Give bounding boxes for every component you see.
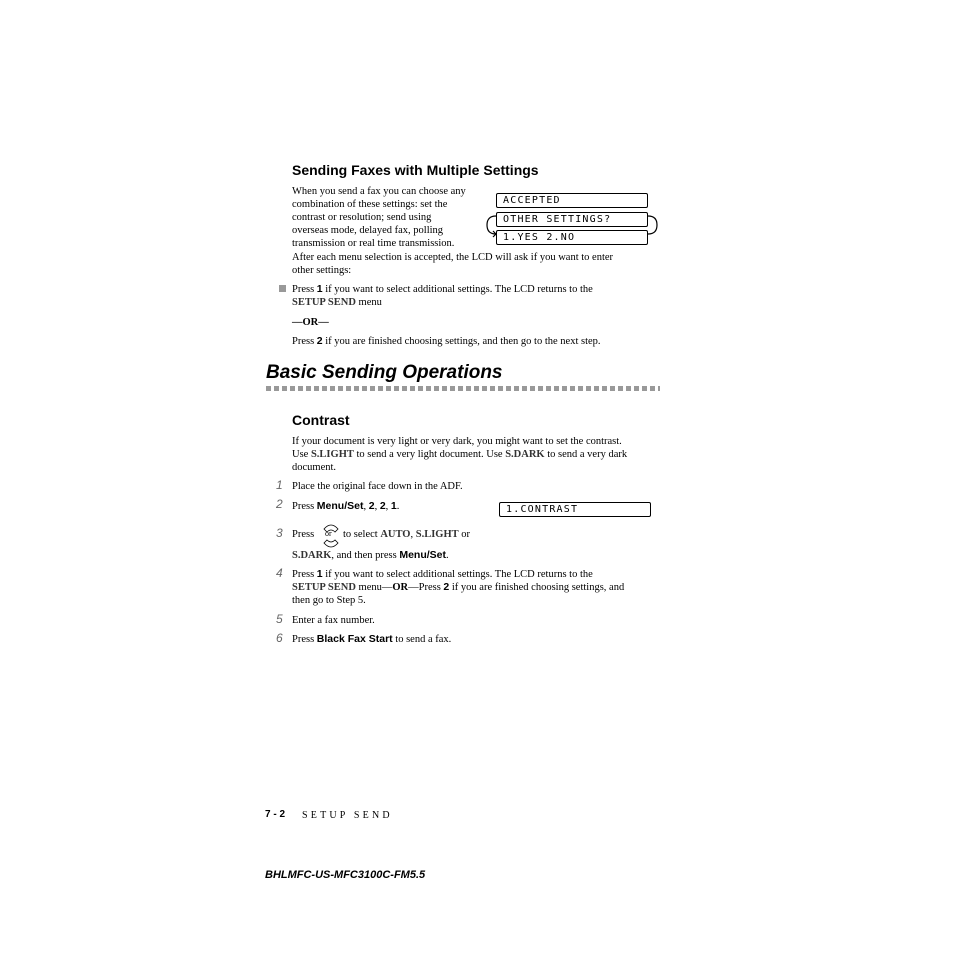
- after-line: After each menu selection is accepted, the LCD will ask if you want to enter: [292, 252, 614, 263]
- or-word: OR: [392, 582, 409, 593]
- intro-line: When you send a fax you can choose any: [292, 186, 466, 197]
- lcd-display-accepted: ACCEPTED: [496, 193, 648, 208]
- step-number: 3: [276, 526, 283, 540]
- menu-name-setup-send: SETUP SEND: [292, 297, 356, 308]
- lcd-display-yes-no: 1.YES 2.NO: [496, 230, 648, 245]
- step-text: .: [396, 501, 400, 512]
- step-number: 2: [276, 497, 283, 511]
- step-2-text: [292, 500, 399, 513]
- step-text: or: [458, 529, 471, 540]
- option-s-dark: S.DARK: [292, 550, 332, 561]
- step-1-text: Place the original face down in the ADF.: [292, 481, 463, 492]
- bullet-text-2: if you are finished choosing settings, and then go to the next step.: [322, 336, 601, 347]
- key-1: 1: [316, 283, 323, 295]
- key-1: 1: [390, 500, 397, 512]
- step-text: ,: [385, 501, 391, 512]
- step-text: if you are finished choosing settings, and: [449, 582, 625, 593]
- key-2: 2: [368, 500, 375, 512]
- step-text: , and then press: [331, 550, 400, 561]
- contrast-text: to send a very light document. Use: [353, 449, 506, 460]
- step-text: Press: [292, 569, 317, 580]
- contrast-paragraph: [292, 435, 627, 474]
- nav-or-label: or: [325, 529, 332, 538]
- step-4-line-3: then go to Step 5.: [292, 595, 366, 606]
- step-text: to send a fax.: [392, 634, 452, 645]
- step-number: 5: [276, 612, 283, 626]
- option-s-light: S.LIGHT: [310, 449, 354, 460]
- text-press: Press: [292, 336, 317, 347]
- step-text: .: [446, 550, 449, 561]
- key-2: 2: [379, 500, 386, 512]
- option-s-light: S.LIGHT: [415, 529, 459, 540]
- key-2: 2: [443, 581, 450, 593]
- step-text: ,: [374, 501, 380, 512]
- intro-paragraph: [292, 185, 466, 250]
- bullet-text: [292, 283, 593, 309]
- text-press: Press: [292, 284, 317, 295]
- step-number: 6: [276, 631, 283, 645]
- step-3-press: Press: [292, 529, 315, 540]
- contrast-text: Use: [292, 449, 311, 460]
- key-2: 2: [316, 335, 323, 347]
- step-5-text: Enter a fax number.: [292, 615, 375, 626]
- contrast-text: to send a very dark: [544, 449, 628, 460]
- step-text: menu—: [355, 582, 393, 593]
- lcd-display-contrast: 1.CONTRAST: [499, 502, 651, 517]
- step-text: ,: [363, 501, 369, 512]
- document-id: BHLMFC-US-MFC3100C-FM5.5: [265, 869, 426, 881]
- or-separator: —OR—: [292, 317, 329, 328]
- step-text: to select: [343, 529, 381, 540]
- chapter-name: SETUP SEND: [302, 810, 393, 821]
- bullet-text-1: if you want to select additional settings. The LCD returns to the: [322, 284, 593, 295]
- intro-line: transmission or real time transmission.: [292, 238, 455, 249]
- bullet-text-alt: [292, 335, 601, 348]
- step-number: 1: [276, 478, 283, 492]
- dotted-rule: [266, 386, 660, 391]
- step-text: ,: [410, 529, 416, 540]
- subsection-heading-contrast: Contrast: [292, 412, 350, 428]
- intro-line: overseas mode, delayed fax, polling: [292, 225, 444, 236]
- contrast-line: document.: [292, 462, 337, 473]
- key-menu-set: Menu/Set: [399, 549, 447, 561]
- key-black-fax-start: Black Fax Start: [316, 633, 393, 645]
- intro-line: combination of these settings: set the: [292, 199, 448, 210]
- step-text: if you want to select additional settings. The LCD returns to the: [322, 569, 593, 580]
- step-6-text: [292, 633, 451, 646]
- lcd-display-other-settings: OTHER SETTINGS?: [496, 212, 648, 227]
- lcd-cycle-arrow-left-icon: [484, 212, 498, 238]
- option-auto: AUTO: [380, 529, 411, 540]
- section-title-basic-sending: Basic Sending Operations: [266, 362, 503, 383]
- page-number: 7 - 2: [265, 809, 286, 820]
- option-s-dark: S.DARK: [505, 449, 545, 460]
- step-number: 4: [276, 566, 283, 580]
- key-menu-set: Menu/Set: [316, 500, 364, 512]
- step-text: —Press: [408, 582, 444, 593]
- menu-word: menu: [355, 297, 382, 308]
- after-paragraph: [292, 251, 613, 277]
- menu-name-setup-send: SETUP SEND: [292, 582, 356, 593]
- key-1: 1: [316, 568, 323, 580]
- step-text: Press: [292, 501, 317, 512]
- lcd-cycle-arrow-right-icon: [646, 212, 660, 238]
- contrast-line: If your document is very light or very dark, you might want to set the contrast.: [292, 436, 622, 447]
- after-line: other settings:: [292, 265, 352, 276]
- step-3-text-cont: [292, 549, 449, 562]
- step-3-text: [343, 528, 470, 541]
- bullet-square-icon: [279, 285, 286, 292]
- step-4-text: [292, 568, 624, 607]
- step-text: Press: [292, 634, 317, 645]
- section-heading-multiple-settings: Sending Faxes with Multiple Settings: [292, 162, 539, 178]
- intro-line: contrast or resolution; send using: [292, 212, 432, 223]
